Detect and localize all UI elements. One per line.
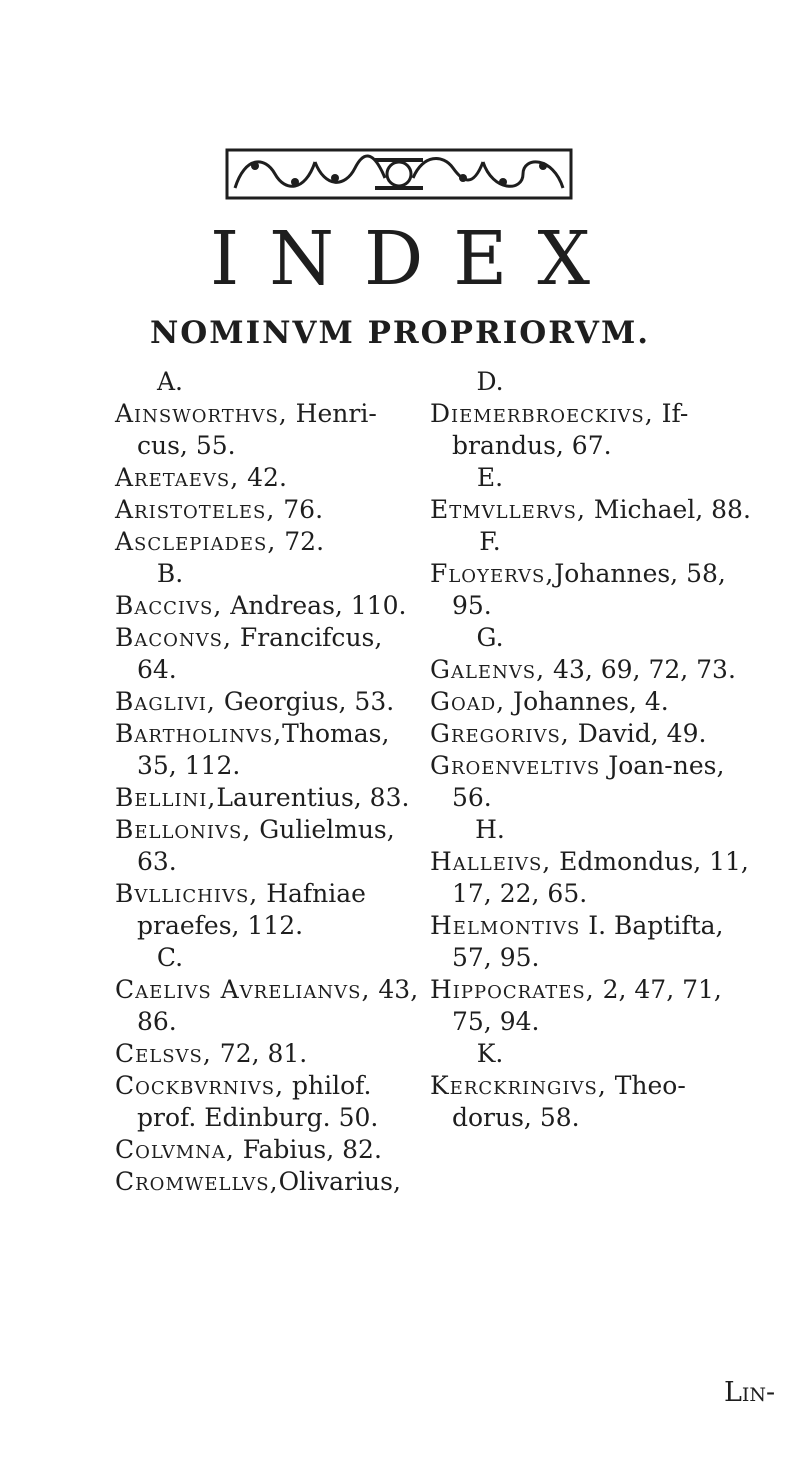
entry-name: Bellonivs, (115, 815, 252, 844)
entry-references: 42. (239, 463, 287, 492)
entry-name: Aristoteles, (115, 495, 276, 524)
entry-references: 43, 86. (137, 975, 419, 1036)
entry-references: Francifcus, 64. (137, 623, 383, 684)
section-letter: G. (476, 623, 504, 652)
index-entry (430, 654, 760, 686)
entry-references: Hafniae praefes, 112. (137, 879, 366, 940)
entry-references: philof. prof. Edinburg. 50. (137, 1071, 379, 1132)
index-entry (115, 526, 425, 558)
entry-name: Baglivi, (115, 687, 216, 716)
section-letter: A. (156, 367, 183, 396)
section-letter: H. (475, 815, 505, 844)
entry-references: 43, 69, 72, 73. (545, 655, 736, 684)
entry-name: Kerckringivs, (430, 1071, 607, 1100)
index-entry (115, 462, 425, 494)
entry-references: Thomas, 35, 112. (137, 719, 390, 780)
index-entry (430, 1070, 760, 1134)
entry-references: I. Baptifta, 57, 95. (452, 911, 724, 972)
entry-name: Diemerbroeckivs, (430, 399, 654, 428)
entry-name: Baccivs, (115, 591, 223, 620)
entry-name: Bellini, (115, 783, 217, 812)
entry-name: Cockbvrnivs, (115, 1071, 285, 1100)
index-entry (115, 782, 425, 814)
entry-name: Celsvs, (115, 1039, 212, 1068)
entry-references: If-brandus, 67. (452, 399, 689, 460)
index-entry (115, 1070, 425, 1134)
index-entry (115, 494, 425, 526)
entry-references: Theo-dorus, 58. (452, 1071, 686, 1132)
index-entry (115, 814, 425, 878)
entry-name: Gregorivs, (430, 719, 570, 748)
index-entry (430, 718, 760, 750)
entry-references: Joan-nes, 56. (452, 751, 725, 812)
entry-name: Bartholinvs, (115, 719, 283, 748)
entry-name: Galenvs, (430, 655, 546, 684)
entry-name: Etmvllervs, (430, 495, 586, 524)
entry-name: Ainsworthvs, (115, 399, 288, 428)
entry-references: Georgius, 53. (215, 687, 395, 716)
entry-name: Baconvs, (115, 623, 232, 652)
entry-references: Olivarius, (278, 1167, 401, 1196)
entry-name: Cromwellvs, (115, 1167, 279, 1196)
section-letter: D. (476, 367, 504, 396)
entry-references: 72, 81. (211, 1039, 308, 1068)
entry-references: Edmondus, 11, 17, 22, 65. (452, 847, 749, 908)
index-entry (115, 974, 425, 1038)
entry-name: Groenveltivs (430, 751, 601, 780)
index-entry (430, 686, 760, 718)
index-entry (430, 846, 760, 910)
index-column-right (430, 366, 760, 1134)
index-entry (115, 1134, 425, 1166)
entry-references: Fabius, 82. (234, 1135, 382, 1164)
section-letter: K. (476, 1039, 504, 1068)
entry-name: Asclepiades, (115, 527, 277, 556)
catchword: Lin- (724, 1377, 776, 1408)
index-entry (115, 878, 425, 942)
entry-references: 72. (276, 527, 325, 556)
section-letter: C. (156, 943, 184, 972)
index-entry (430, 750, 760, 814)
entry-name: Caelivs Avrelianvs, (115, 975, 371, 1004)
entry-name: Helmontivs (430, 911, 581, 940)
index-entry (115, 686, 425, 718)
entry-references: Johannes, 58, 95. (452, 559, 726, 620)
entry-references: David, 49. (569, 719, 707, 748)
entry-name: Hippocrates, (430, 975, 595, 1004)
entry-references: Laurentius, 83. (216, 783, 410, 812)
page-subtitle: NOMINVM PROPRIORVM. (149, 315, 651, 351)
section-letter: B. (156, 559, 184, 588)
index-entry (115, 1038, 425, 1070)
entry-name: Halleivs, (430, 847, 552, 876)
entry-references: Michael, 88. (585, 495, 751, 524)
index-entry (430, 910, 760, 974)
entry-name: Colvmna, (115, 1135, 235, 1164)
entry-references: Andreas, 110. (222, 591, 407, 620)
index-entry (430, 974, 760, 1038)
index-entry (430, 494, 760, 526)
section-letter: F. (479, 527, 501, 556)
entry-references: Gulielmus, 63. (137, 815, 395, 876)
index-entry (115, 718, 425, 782)
index-entry (115, 590, 425, 622)
entry-references: 76. (275, 495, 324, 524)
entry-name: Aretaevs, (115, 463, 240, 492)
section-letter: E. (476, 463, 504, 492)
index-entry (115, 622, 425, 686)
index-entry (115, 398, 425, 462)
page-title: INDEX (209, 216, 620, 302)
index-entry (430, 398, 760, 462)
entry-references: Henri-cus, 55. (137, 399, 377, 460)
entry-name: Bvllichivs, (115, 879, 259, 908)
entry-references: Johannes, 4. (505, 687, 669, 716)
header-ornament (225, 148, 573, 200)
index-entry (115, 1166, 425, 1198)
entry-references: 2, 47, 71, 75, 94. (452, 975, 722, 1036)
entry-name: Floyervs, (430, 559, 555, 588)
index-entry (430, 558, 760, 622)
index-column-left (115, 366, 425, 1198)
entry-name: Goad, (430, 687, 506, 716)
